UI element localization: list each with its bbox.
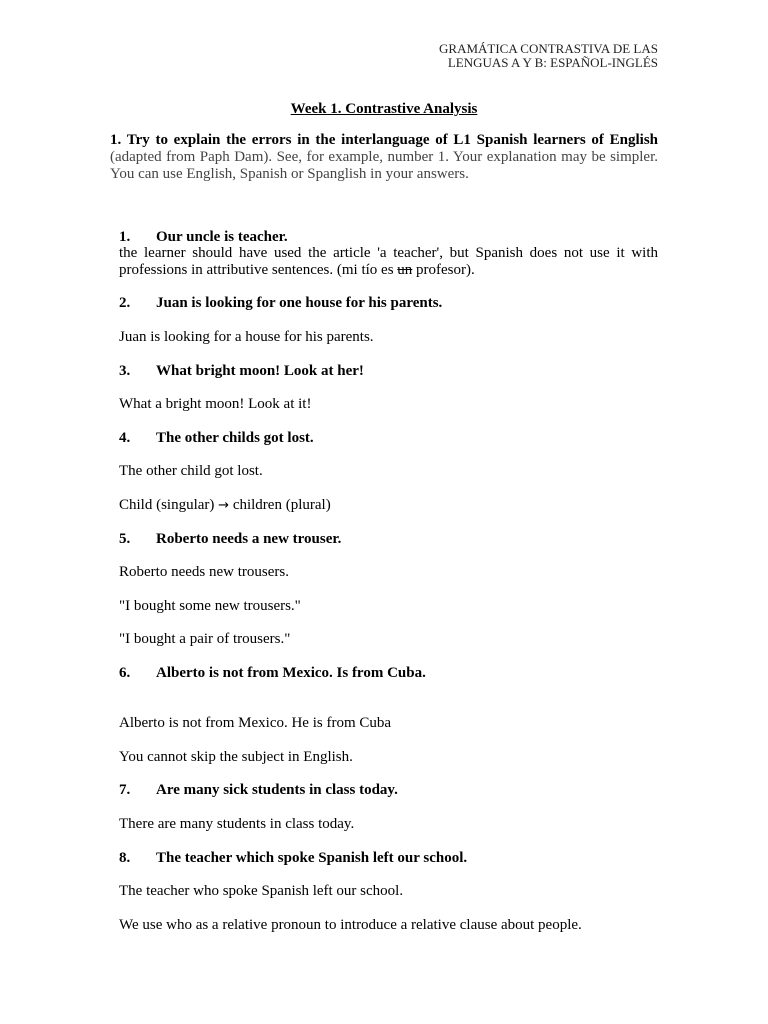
item-number: 8. (119, 850, 131, 866)
exercise-instructions (110, 132, 658, 183)
exercise-item-3-answer: What a bright moon! Look at it! (119, 396, 312, 412)
item-number: 7. (119, 782, 131, 798)
exercise-item-6-title (119, 665, 426, 682)
course-header (439, 42, 658, 70)
item-sentence: Alberto is not from Mexico. Is from Cuba. (156, 665, 426, 681)
exercise-item-8-answer: The teacher who spoke Spanish left our school. (119, 883, 404, 899)
arrow-right-icon: → (218, 498, 230, 513)
exercise-item-6-note: You cannot skip the subject in English. (119, 749, 353, 765)
exercise-item-2-answer: Juan is looking for a house for his parents. (119, 329, 374, 345)
exercise-item-8-title (119, 850, 467, 867)
exercise-item-2-title (119, 295, 442, 312)
page-title: Week 1. Contrastive Analysis (290, 101, 478, 117)
exercise-item-1-title (119, 229, 288, 246)
exercise-item-4-answer: The other child got lost. (119, 463, 263, 479)
struck-word: un (397, 262, 413, 278)
item-sentence: Are many sick students in class today. (156, 782, 398, 798)
exercise-item-5-answer-3: "I bought a pair of trousers." (119, 631, 291, 647)
item-sentence: Our uncle is teacher. (156, 229, 288, 245)
exercise-item-5-answer-2: "I bought some new trousers." (119, 598, 301, 614)
item-sentence: What bright moon! Look at her! (156, 363, 364, 379)
exercise-item-5-title (119, 531, 341, 548)
item-sentence: Roberto needs a new trouser. (156, 531, 342, 547)
item-number: 5. (119, 531, 131, 547)
note-text: Child (singular) (119, 497, 219, 513)
exercise-item-7-answer: There are many students in class today. (119, 816, 355, 832)
item-sentence: Juan is looking for one house for his parents. (156, 295, 443, 311)
item-number: 6. (119, 665, 131, 681)
course-header-line-1: GRAMÁTICA CONTRASTIVA DE LAS (439, 41, 658, 56)
instructions-bold: 1. Try to explain the errors in the interlanguage of L1 Spanish learners of English (110, 132, 658, 148)
exercise-item-7-title (119, 782, 398, 799)
instructions-rest: (adapted from Paph Dam). See, for example, number 1. Your explanation may be simpler. You can use English, Spanish or Spanglish in your answers. (110, 149, 658, 182)
item-number: 1. (119, 229, 131, 245)
note-text-end: children (plural) (229, 497, 331, 513)
explanation-text-end: profesor). (412, 262, 475, 278)
exercise-item-3-title (119, 363, 364, 380)
exercise-item-6-answer: Alberto is not from Mexico. He is from Cuba (119, 715, 392, 731)
exercise-item-1-explanation (119, 245, 658, 279)
course-header-line-2: LENGUAS A Y B: ESPAÑOL-INGLÉS (447, 55, 658, 70)
exercise-item-5-answer-1: Roberto needs new trousers. (119, 564, 289, 580)
item-number: 2. (119, 295, 131, 311)
item-sentence: The other childs got lost. (156, 430, 314, 446)
item-sentence: The teacher which spoke Spanish left our school. (156, 850, 468, 866)
explanation-text: the learner should have used the article 'a teacher', but Spanish does not use it with professions in attributive sentences. (mi tío es (119, 245, 658, 278)
exercise-item-4-title (119, 430, 314, 447)
exercise-item-8-note: We use who as a relative pronoun to introduce a relative clause about people. (119, 917, 582, 933)
item-number: 4. (119, 430, 131, 446)
exercise-item-4-note (119, 497, 658, 514)
item-number: 3. (119, 363, 131, 379)
